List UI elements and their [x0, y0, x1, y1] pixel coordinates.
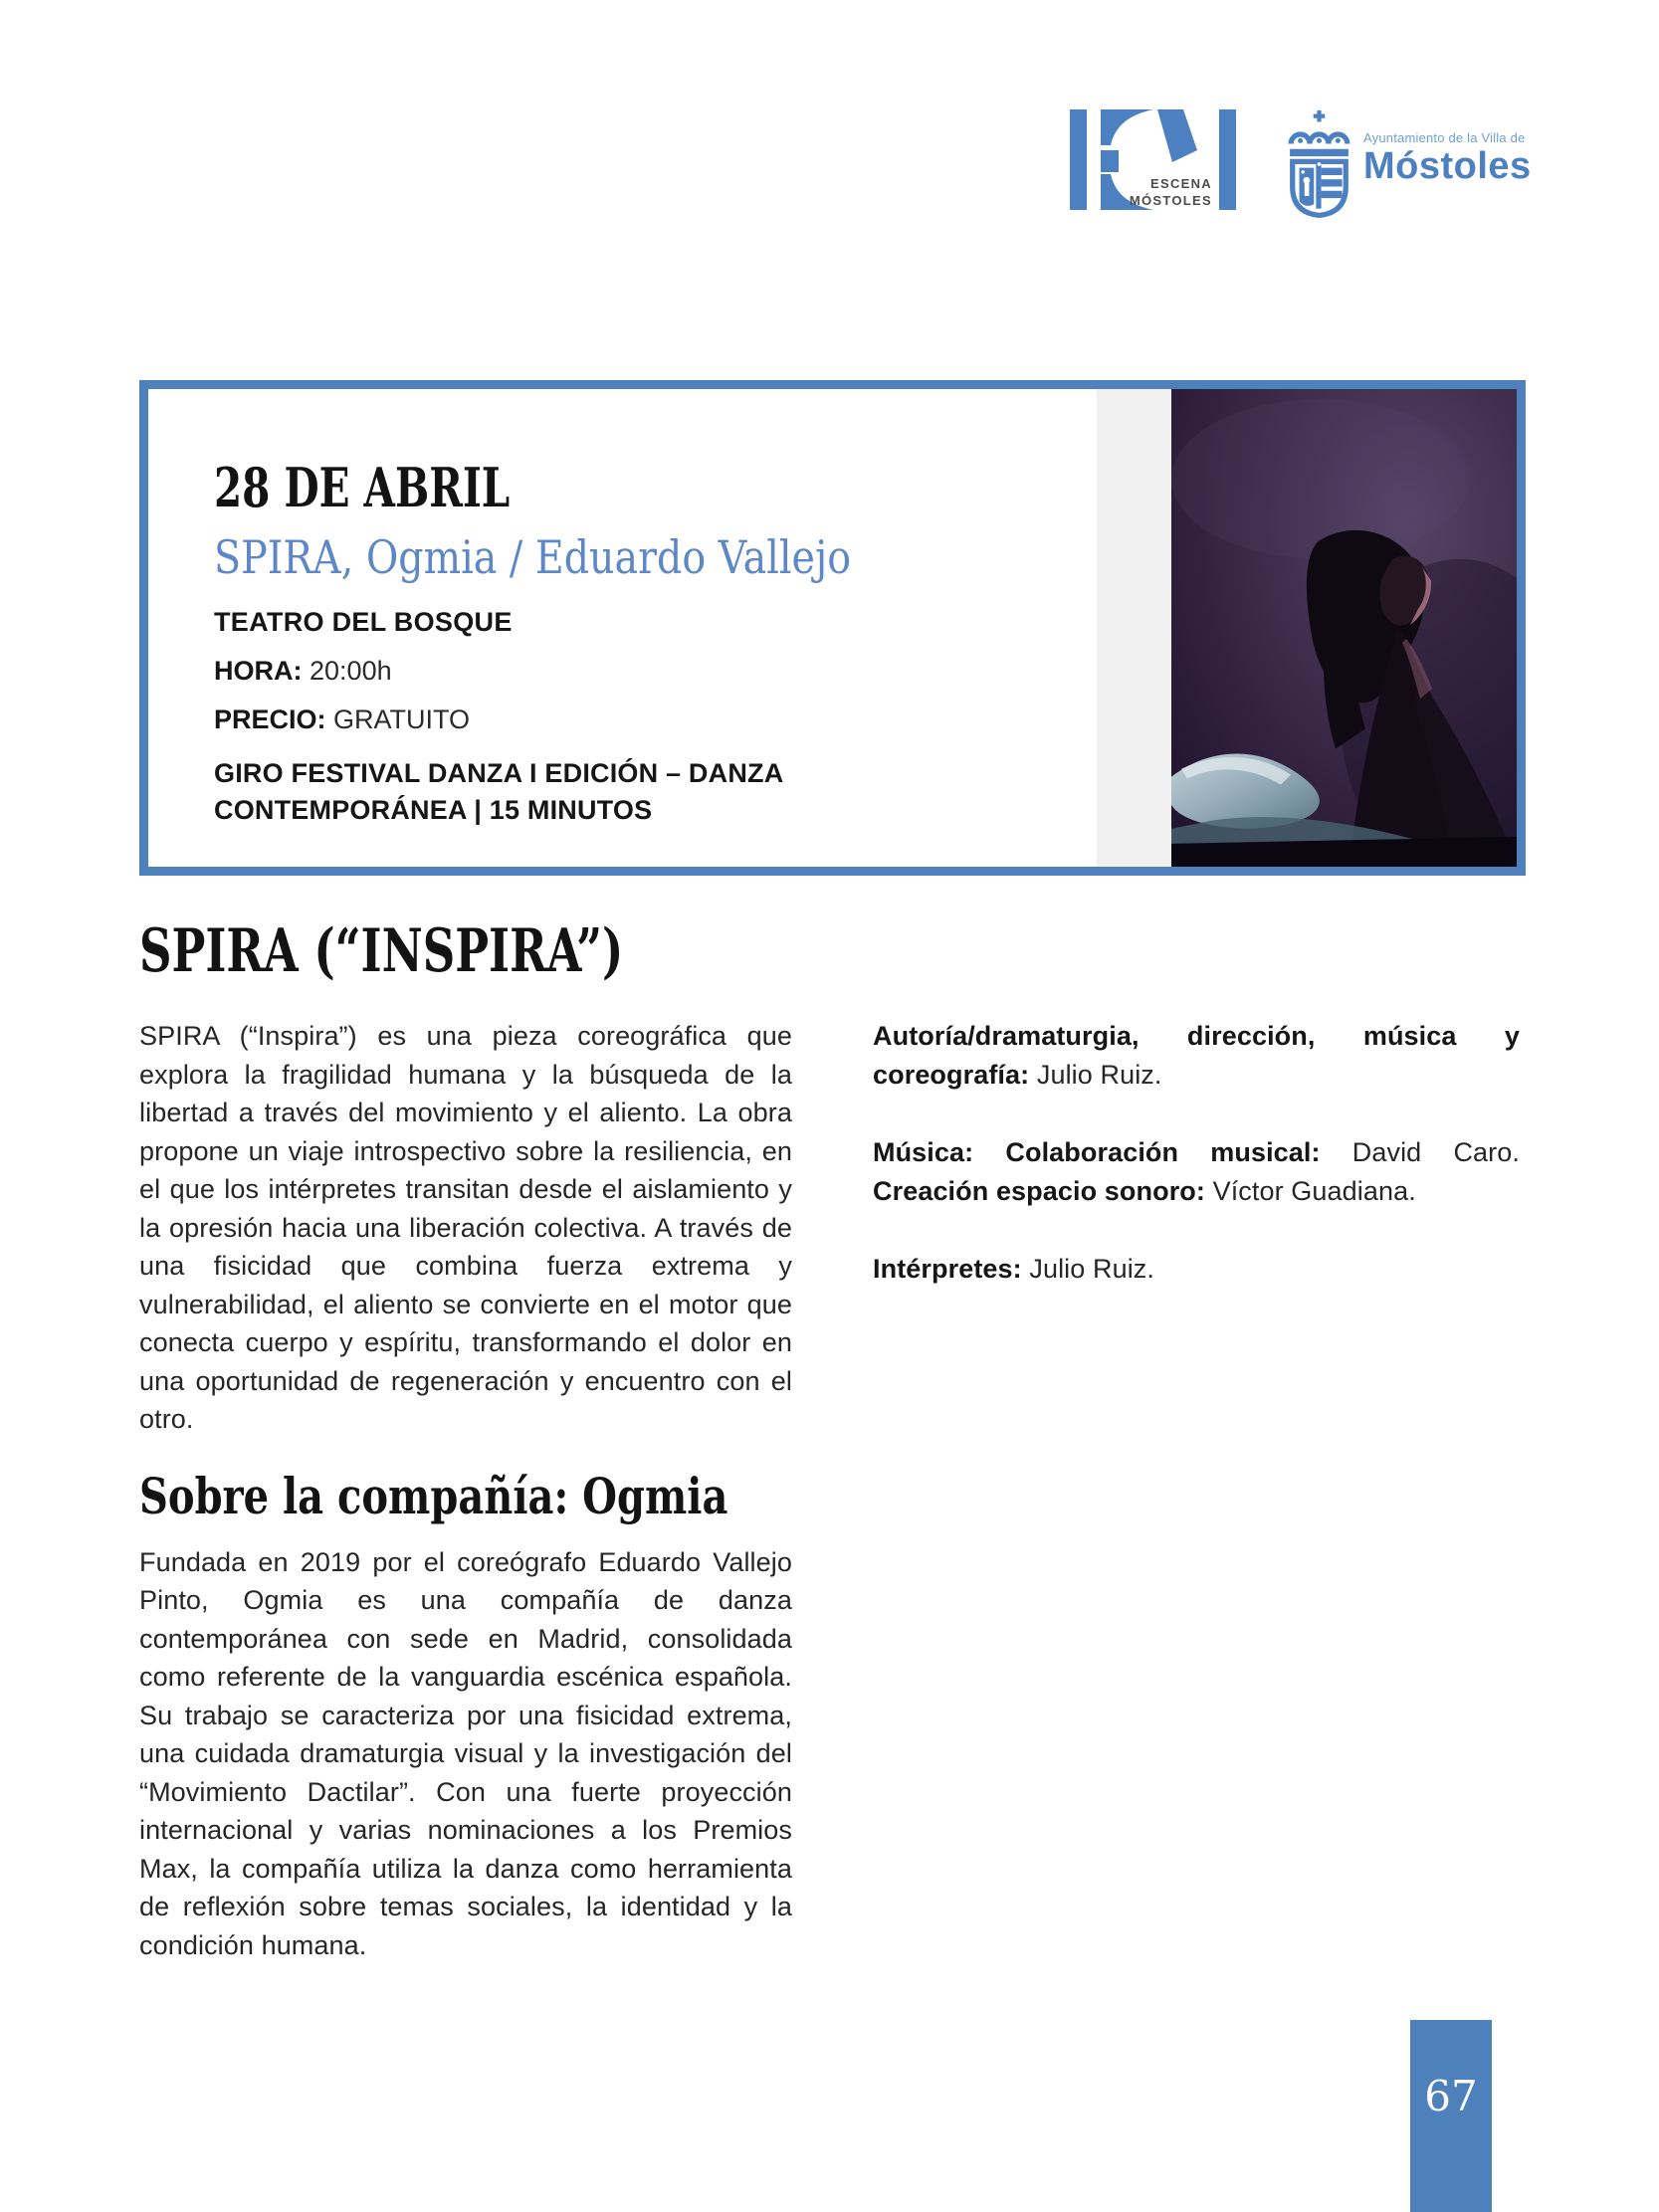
- credits-column: [873, 1017, 1520, 1328]
- photo-gray-strip: [1097, 389, 1171, 867]
- dancer-photo: [1171, 389, 1517, 867]
- mostoles-label: MÓSTOLES: [1129, 193, 1212, 208]
- escena-label: ESCENA: [1150, 176, 1212, 191]
- event-card: [139, 380, 1526, 876]
- credit-label: Autoría/dramaturgia, dirección, música y coreografía:: [873, 1021, 1520, 1090]
- event-price: [214, 704, 745, 735]
- company-description: Fundada en 2019 por el coreógrafo Eduardo Vallejo Pinto, Ogmia es una compañía de danza contemporánea con sede en Madrid, consolidada como referente de la vanguardia escénica española. Su trabajo se caracteriza por una fisicidad extrema, una cuidada dramaturgia visual y la investigación del “Movimiento Dactilar”. Con una fuerte proyección internacional y varias nominaciones a los Premios Max, la compañía utiliza la danza como herramienta de reflexión sobre temas sociales, la identidad y la condición humana.: [139, 1546, 792, 1960]
- ayuntamiento-label: Ayuntamiento de la Villa de: [1363, 130, 1526, 145]
- event-time: [214, 656, 745, 687]
- credit-paragraph: [873, 1133, 1520, 1210]
- page-number: 67: [1424, 2072, 1478, 2120]
- event-festival-line: GIRO FESTIVAL DANZA I EDICIÓN – DANZA CONTEMPORÁNEA | 15 MINUTOS: [214, 757, 783, 825]
- ayuntamiento-mostoles-logo: [1288, 109, 1532, 220]
- escena-mostoles-logo-text: [1130, 175, 1212, 209]
- event-info: [148, 389, 852, 867]
- price-value: GRATUITO: [333, 704, 471, 734]
- ayuntamiento-logo-text: [1363, 130, 1532, 187]
- header-logos: [1070, 109, 1532, 220]
- escena-mostoles-logo: [1070, 109, 1236, 210]
- event-date: 28 DE ABRIL: [214, 456, 511, 519]
- page-number-badge: [1410, 2020, 1492, 2212]
- time-label: HORA:: [214, 655, 303, 686]
- left-column: [139, 1017, 792, 1964]
- event-title: SPIRA, Ogmia / Eduardo Vallejo: [214, 530, 852, 584]
- credit-paragraph: [873, 1250, 1520, 1289]
- time-value: 20:00h: [310, 655, 392, 686]
- mostoles-wordmark: Móstoles: [1363, 145, 1532, 187]
- company-heading: Sobre la compañía: Ogmia: [139, 1466, 728, 1525]
- piece-description: SPIRA (“Inspira”) es una pieza coreográfica que explora la fragilidad humana y la búsqueda de la libertad a través del movimiento y el aliento. La obra propone un viaje introspectivo sobre la resiliencia, en el que los intérpretes transitan desde el aislamiento y la opresión hacia una liberación colectiva. A través de una fisicidad que combina fuerza extrema y vulnerabilidad, el aliento se convierte en el motor que conecta cuerpo y espíritu, transformando el dolor en una oportunidad de regeneración y encuentro con el otro.: [139, 1021, 792, 1434]
- credit-value: Julio Ruiz.: [1021, 1254, 1154, 1284]
- price-label: PRECIO:: [214, 704, 326, 734]
- credit-value: Julio Ruiz.: [1029, 1059, 1162, 1090]
- credit-value: David Caro.: [1320, 1137, 1520, 1167]
- credit-label: Creación espacio sonoro:: [873, 1175, 1205, 1206]
- mostoles-shield-icon: [1288, 109, 1350, 220]
- credit-label: Música: Colaboración musical:: [873, 1137, 1321, 1167]
- event-card-spacer: [745, 389, 1097, 867]
- event-venue: TEATRO DEL BOSQUE: [214, 606, 513, 637]
- dancer-photo-art: [1171, 389, 1517, 867]
- credit-paragraph: [873, 1017, 1520, 1094]
- credit-value: Víctor Guadiana.: [1204, 1175, 1416, 1206]
- credit-label: Intérpretes:: [873, 1254, 1022, 1284]
- page-title: SPIRA (“INSPIRA”): [139, 916, 624, 986]
